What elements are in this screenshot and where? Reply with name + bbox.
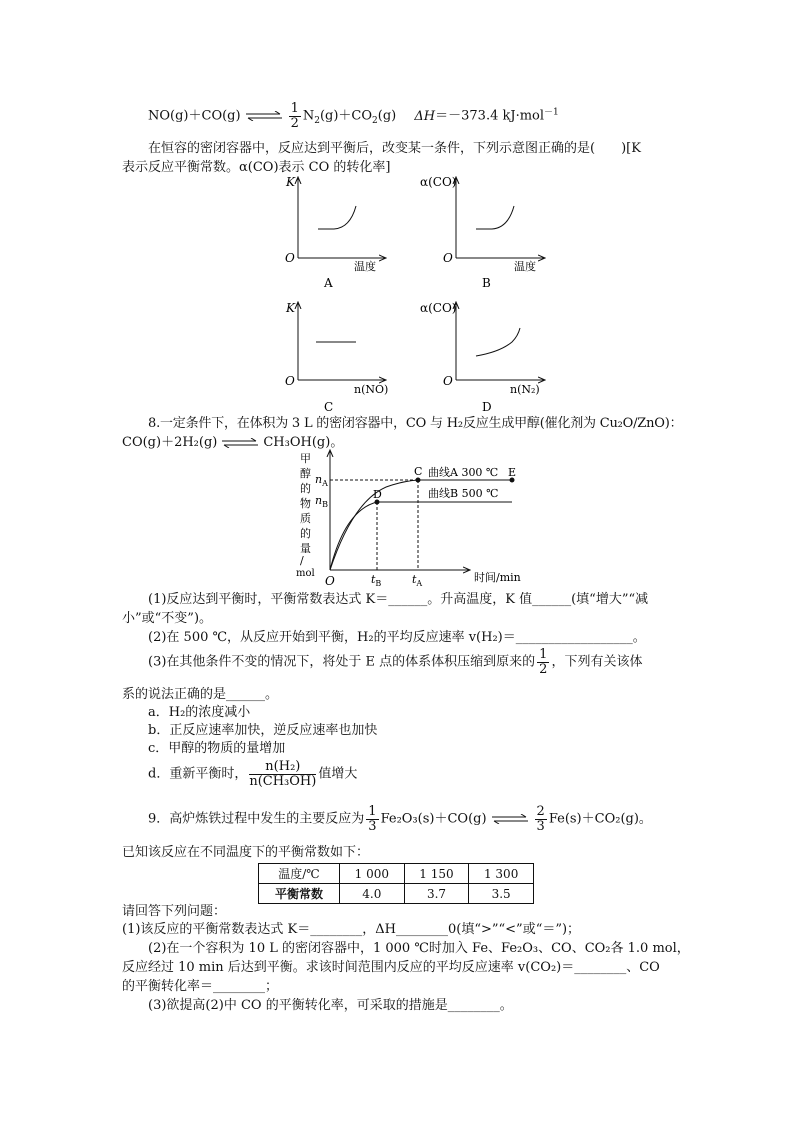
q9-ask: 请回答下列问题： — [122, 904, 227, 919]
graph-a-xlabel: 温度 — [354, 260, 376, 273]
graph-b — [420, 175, 545, 290]
q8-tB: t — [371, 573, 376, 586]
graph-b-ylabel: α(CO) — [420, 175, 457, 189]
graph-c-xlabel: n(NO) — [354, 383, 389, 396]
q8-part1b: 小”或“不变”)。 — [122, 611, 213, 626]
q8-option-c: c．甲醇的物质的量增加 — [148, 741, 286, 756]
q9-frac1 — [366, 805, 378, 833]
graph-d-origin: O — [443, 374, 453, 388]
q8-nA-sub: A — [322, 479, 328, 488]
q8-frac-den: 2 — [539, 661, 548, 677]
svg-text:nB — [315, 494, 328, 509]
q9-frac2-num: 2 — [536, 804, 545, 819]
q8-ylabel — [296, 452, 315, 579]
q8-origin: O — [325, 574, 335, 588]
q8-eq-left: CO(g)＋2H₂(g) — [122, 435, 218, 450]
q9-part2c: 的平衡转化率＝________； — [122, 979, 279, 994]
q9-part2b: 反应经过 10 min 后达到平衡。求该时间范围内反应的平均反应速率 v(CO₂)＝________、CO — [122, 960, 660, 975]
q7-frac-num: 1 — [290, 101, 299, 116]
q8-label-e: E — [508, 466, 517, 479]
q7-frac-den: 2 — [290, 115, 299, 131]
q8-option-b: b．正反应速率加快，逆反应速率也加快 — [148, 723, 378, 738]
q7-graphs — [0, 0, 794, 420]
table-row — [259, 864, 534, 884]
q9-frac2-den: 3 — [536, 818, 545, 834]
svg-text:nA — [315, 473, 328, 488]
graph-c-option: C — [324, 400, 334, 414]
q8-xlabel: 时间/min — [474, 571, 521, 584]
q8-frac-num: 1 — [539, 647, 548, 662]
q8-option-d-num: n(H₂) — [249, 760, 316, 775]
equilibrium-arrow-icon — [491, 814, 529, 824]
q8-curve-a-label: 曲线A 300 ℃ — [428, 466, 499, 479]
q8-tA-sub: A — [416, 579, 423, 588]
table-cell: 4.0 — [340, 884, 405, 904]
table-cell: 3.7 — [404, 884, 469, 904]
table-header: 1 000 — [340, 864, 405, 884]
graph-d-ylabel: α(CO) — [420, 301, 457, 315]
q8-graph — [0, 440, 794, 590]
q8-option-d-post: 值增大 — [318, 766, 358, 782]
graph-a-option: A — [324, 276, 333, 290]
svg-text:醇: 醇 — [300, 467, 311, 480]
graph-a — [285, 175, 386, 290]
q7-dh-exp: －1 — [544, 107, 559, 118]
q8-part3a: (3)在其他条件不变的情况下，将处于 E 点的体系体积压缩到原来的 — [148, 654, 536, 670]
graph-a-origin: O — [285, 251, 295, 265]
q7-eq-right: (g)＋CO — [319, 108, 373, 124]
q8-part3c: 系的说法正确的是______。 — [122, 687, 279, 702]
q8-point-c — [416, 478, 421, 483]
q8-part2: (2)在 500 ℃，从反应开始到平衡，H₂的平均反应速率 v(H₂)＝__________________。 — [148, 630, 646, 645]
graph-d — [420, 301, 545, 414]
svg-text:质: 质 — [300, 512, 311, 525]
graph-b-option: B — [482, 276, 491, 290]
q8-option-d — [148, 760, 357, 788]
q9-stem-mid: Fe₂O₃(s)＋CO(g) — [380, 811, 487, 827]
svg-text:的: 的 — [300, 527, 311, 540]
q7-eq-right-sub: 2 — [372, 116, 378, 127]
q8-part3 — [148, 648, 642, 676]
q9-part3: (3)欲提高(2)中 CO 的平衡转化率，可采取的措施是________。 — [148, 998, 513, 1013]
q7-eq-mid: N — [302, 108, 315, 124]
graph-d-xlabel: n(N₂) — [510, 383, 540, 396]
q8-label-d: D — [373, 488, 382, 501]
q8-label-c: C — [414, 465, 423, 478]
q8-nB: n — [315, 494, 323, 507]
q8-part1: (1)反应达到平衡时，平衡常数表达式 K＝______。升高温度，K 值______(填“增大”“减 — [148, 592, 649, 607]
svg-text:mol: mol — [296, 568, 315, 579]
svg-text:的: 的 — [300, 482, 311, 495]
q9-part2a: (2)在一个容积为 10 L 的密闭容器中，1 000 ℃时加入 Fe、Fe₂O₃、CO、CO₂各 1.0 mol， — [148, 941, 690, 956]
graph-c — [285, 301, 388, 414]
q7-stem-line2: 表示反应平衡常数。α(CO)表示 CO 的转化率] — [122, 160, 391, 175]
table-header-temp: 温度/℃ — [259, 864, 340, 884]
q8-nB-sub: B — [322, 500, 328, 509]
q9-stem-pre: 9．高炉炼铁过程中发生的主要反应为 — [148, 811, 365, 827]
q8-part3b: ，下列有关该体 — [551, 654, 643, 670]
q8-half-fraction — [537, 648, 549, 676]
q7-stem-line1: 在恒容的密闭容器中，反应达到平衡后，改变某一条件，下列示意图正确的是( )[K — [148, 141, 641, 156]
q8-option-d-pre: d．重新平衡时， — [148, 766, 248, 782]
q8-stem-line1: 8.一定条件下，在体积为 3 L 的密闭容器中，CO 与 H₂反应生成甲醇(催化剂为 Cu₂O/ZnO)： — [148, 416, 683, 431]
table-row — [259, 884, 534, 904]
svg-text:tA — [412, 573, 422, 588]
graph-b-origin: O — [443, 251, 453, 265]
q8-option-d-fraction — [249, 760, 316, 788]
q8-option-d-den: n(CH₃OH) — [249, 773, 317, 789]
q8-eq-right: CH₃OH(g)。 — [263, 435, 344, 450]
svg-text:甲: 甲 — [300, 452, 311, 465]
q7-eq-left: NO(g)＋CO(g) — [148, 108, 241, 124]
q9-stem — [148, 805, 652, 833]
graph-c-origin: O — [285, 374, 295, 388]
q9-frac1-num: 1 — [368, 804, 377, 819]
table-header: 1 300 — [469, 864, 534, 884]
q7-eq-mid-sub: 2 — [314, 116, 320, 127]
q9-part1: (1)该反应的平衡常数表达式 K＝________，ΔH________0(填“>”“<”或“＝”)； — [122, 922, 581, 937]
graph-c-ylabel: K — [286, 301, 295, 315]
q7-dh-label: ΔH — [414, 108, 436, 124]
q7-eq-right-end: (g) — [377, 108, 397, 124]
q9-constant-table — [258, 863, 534, 904]
graph-b-xlabel: 温度 — [514, 260, 536, 273]
table-row-label: 平衡常数 — [259, 884, 340, 904]
table-cell: 3.5 — [469, 884, 534, 904]
q9-table-intro: 已知该反应在不同温度下的平衡常数如下： — [122, 845, 370, 860]
q8-tA: t — [412, 573, 417, 586]
svg-text:量: 量 — [300, 542, 311, 555]
svg-text:物: 物 — [300, 497, 311, 510]
q9-frac1-den: 3 — [368, 818, 377, 834]
q8-nA: n — [315, 473, 323, 486]
graph-d-option: D — [482, 400, 492, 414]
q8-option-a: a．H₂的浓度减小 — [148, 705, 251, 720]
table-header: 1 150 — [404, 864, 469, 884]
svg-text:/: / — [300, 554, 304, 567]
q8-tB-sub: B — [375, 579, 382, 588]
q9-frac2 — [535, 805, 547, 833]
q7-dh-value: ＝－373.4 kJ·mol — [435, 108, 545, 124]
q9-stem-post: Fe(s)＋CO₂(g)。 — [548, 811, 652, 827]
svg-text:tB — [371, 573, 381, 588]
q8-curve-b-label: 曲线B 500 ℃ — [428, 487, 499, 500]
graph-a-ylabel: K — [286, 175, 295, 189]
